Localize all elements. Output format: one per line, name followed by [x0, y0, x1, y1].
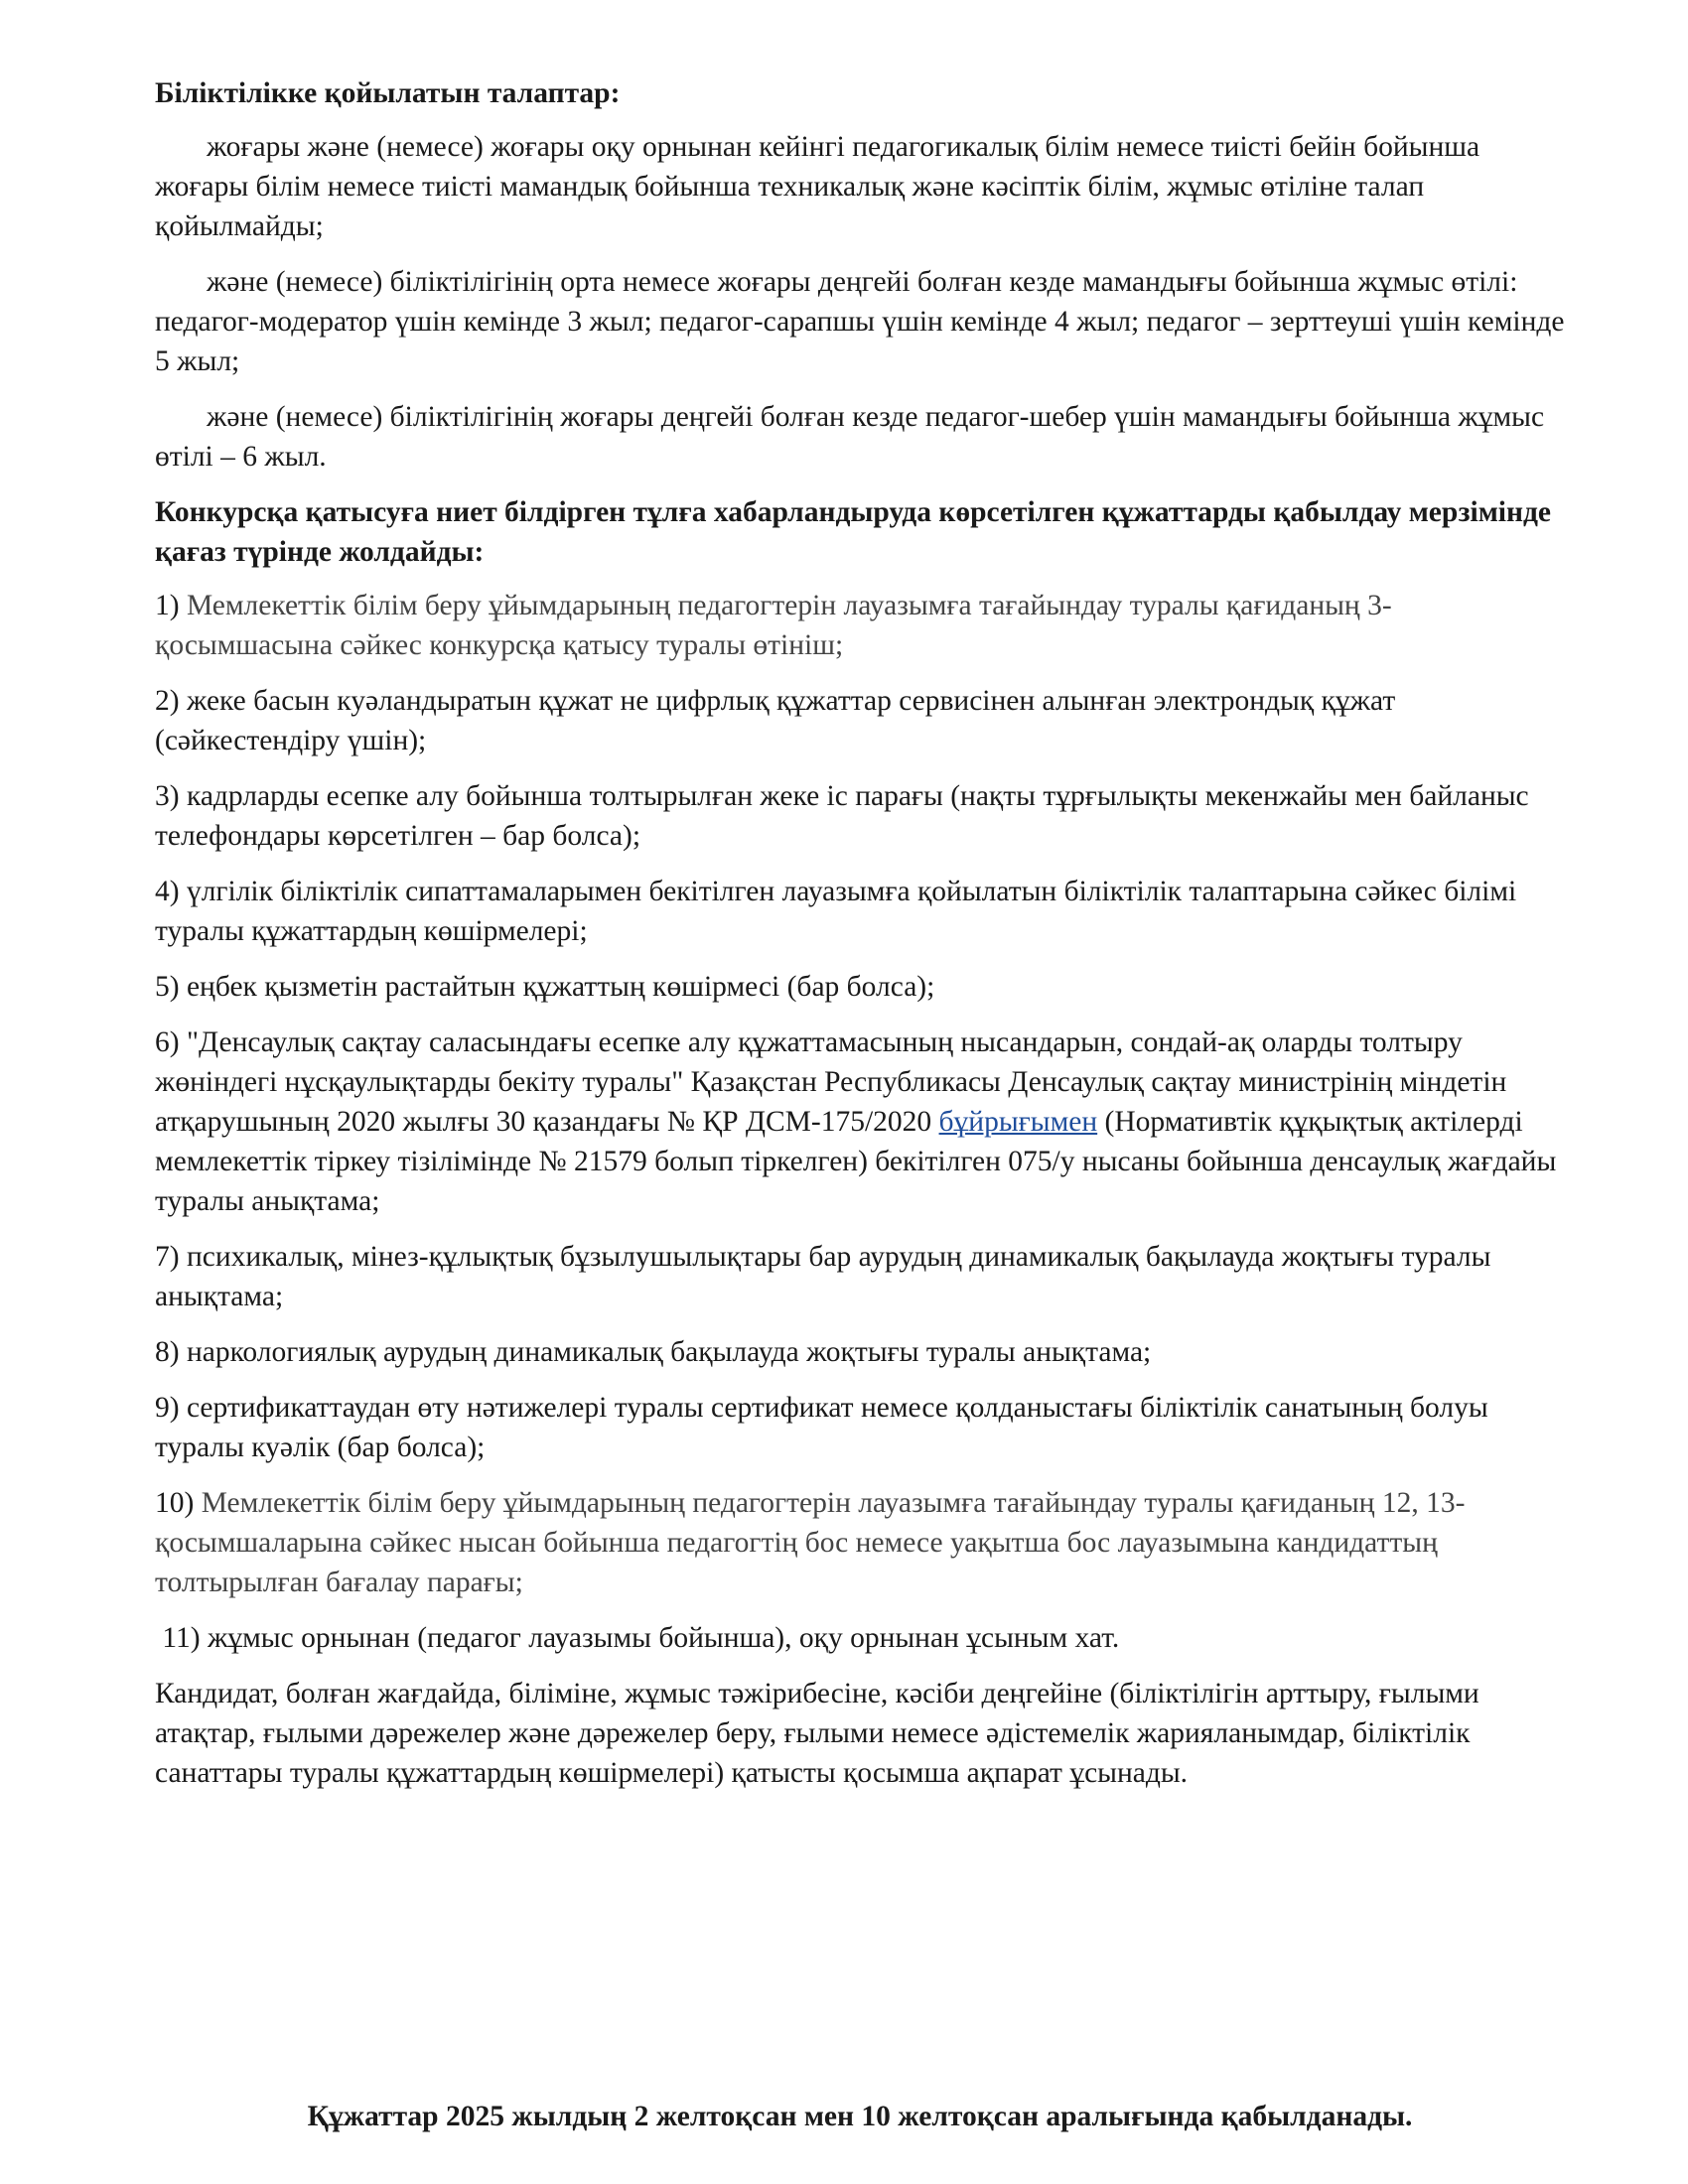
- requirement-master-experience: және (немесе) біліктілігінің жоғары деңгейі болған кезде педагог-шебер үшін мамандығы бойынша жұмыс өтілі – 6 жыл.: [155, 401, 1545, 473]
- additional-info: Кандидат, болған жағдайда, біліміне, жұмыс тәжірибесіне, кәсіби деңгейіне (біліктілігін арттыру, ғылыми атақтар, ғылыми дәрежелер және дәрежелер беру, ғылыми немесе әдістемелік жарияланымдар, біліктілік санаттары туралы құжаттардың көшірмелері) қатысты қосымша ақпарат ұсынады.: [155, 1678, 1479, 1789]
- document-item-8: 8) наркологиялық аурудың динамикалық бақылауда жоқтығы туралы анықтама;: [155, 1336, 1152, 1368]
- document-item-4: 4) үлгілік біліктілік сипаттамаларымен бекітілген лауазымға қойылатын біліктілік талаптарына сәйкес білімі туралы құжаттардың көшірмелері;: [155, 876, 1517, 947]
- document-page: [155, 73, 1565, 1809]
- requirements-heading: Біліктілікке қойылатын талаптар:: [155, 77, 621, 109]
- document-item-1-text: Мемлекеттік білім беру ұйымдарының педагогтерін лауазымға тағайындау туралы қағиданың 3-қосымшасына сәйкес конкурсқа қатысу туралы өтініш;: [155, 590, 1392, 661]
- document-item-6-text-start: 6) "Денсаулық сақтау саласындағы есепке алу құжаттамасының нысандарын, сондай-ақ оларды толтыру жөніндегі нұсқаулықтарды бекіту туралы" Қазақстан Республикасы Денсаулық сақтау министрінің міндетін атқарушының 2020 жылғы 30 қазандағы № ҚР ДСМ-175/2020: [155, 1026, 1507, 1138]
- document-item-11: 11) жұмыс орнынан (педагог лауазымы бойынша), оқу орнынан ұсыным хат.: [155, 1622, 1120, 1654]
- document-item-1: [155, 586, 1565, 665]
- document-item-3: 3) кадрларды есепке алу бойынша толтырылған жеке іс парағы (нақты тұрғылықты мекенжайы мен байланыс телефондары көрсетілген – бар болса);: [155, 780, 1529, 852]
- document-item-5: 5) еңбек қызметін растайтын құжаттың көшірмесі (бар болса);: [155, 971, 935, 1003]
- document-item-6: [155, 1023, 1565, 1221]
- document-item-10-number: 10): [155, 1487, 202, 1519]
- document-item-2: 2) жеке басын куәландыратын құжат не цифрлық құжаттар сервисінен алынған электрондық құжат (сәйкестендіру үшін);: [155, 685, 1396, 756]
- document-item-10: [155, 1483, 1565, 1602]
- submission-dates-footer: Құжаттар 2025 жылдың 2 желтоқсан мен 10 желтоқсан аралығында қабылданады.: [307, 2100, 1413, 2132]
- requirement-education: жоғары және (немесе) жоғары оқу орнынан кейінгі педагогикалық білім немесе тиісті бейін бойынша жоғары білім немесе тиісті мамандық бойынша техникалық және кәсіптік білім, жұмыс өтіліне талап қойылмайды;: [155, 131, 1480, 242]
- document-item-10-text: Мемлекеттік білім беру ұйымдарының педагогтерін лауазымға тағайындау туралы қағиданың 12, 13-қосымшаларына сәйкес нысан бойынша педагогтің бос немесе уақытша бос лауазымына кандидаттың толтырылған бағалау парағы;: [155, 1487, 1466, 1598]
- document-item-1-number: 1): [155, 590, 187, 621]
- order-link[interactable]: бұйрығымен: [938, 1106, 1098, 1138]
- document-item-6-text-end: (Нормативтік құқықтық актілерді мемлекеттік тіркеу тізілімінде № 21579 болып тіркелген) бекітілген 075/у нысаны бойынша денсаулық жағдайы туралы анықтама;: [155, 1106, 1557, 1217]
- document-item-7: 7) психикалық, мінез-құлықтық бұзылушылықтары бар аурудың динамикалық бақылауда жоқтығы туралы анықтама;: [155, 1241, 1491, 1312]
- documents-heading: Конкурсқа қатысуға ниет білдірген тұлға хабарландыруда көрсетілген құжаттарды қабылдау мерзімінде қағаз түрінде жолдайды:: [155, 496, 1552, 568]
- requirement-experience: және (немесе) біліктілігінің орта немесе жоғары деңгейі болған кезде мамандығы бойынша жұмыс өтілі: педагог-модератор үшін кемінде 3 жыл; педагог-сарапшы үшін кемінде 4 жыл; педагог – зерттеуші үшін кемінде 5 жыл;: [155, 266, 1565, 377]
- document-item-9: 9) сертификаттаудан өту нәтижелері туралы сертификат немесе қолданыстағы біліктілік санатының болуы туралы куәлік (бар болса);: [155, 1392, 1488, 1463]
